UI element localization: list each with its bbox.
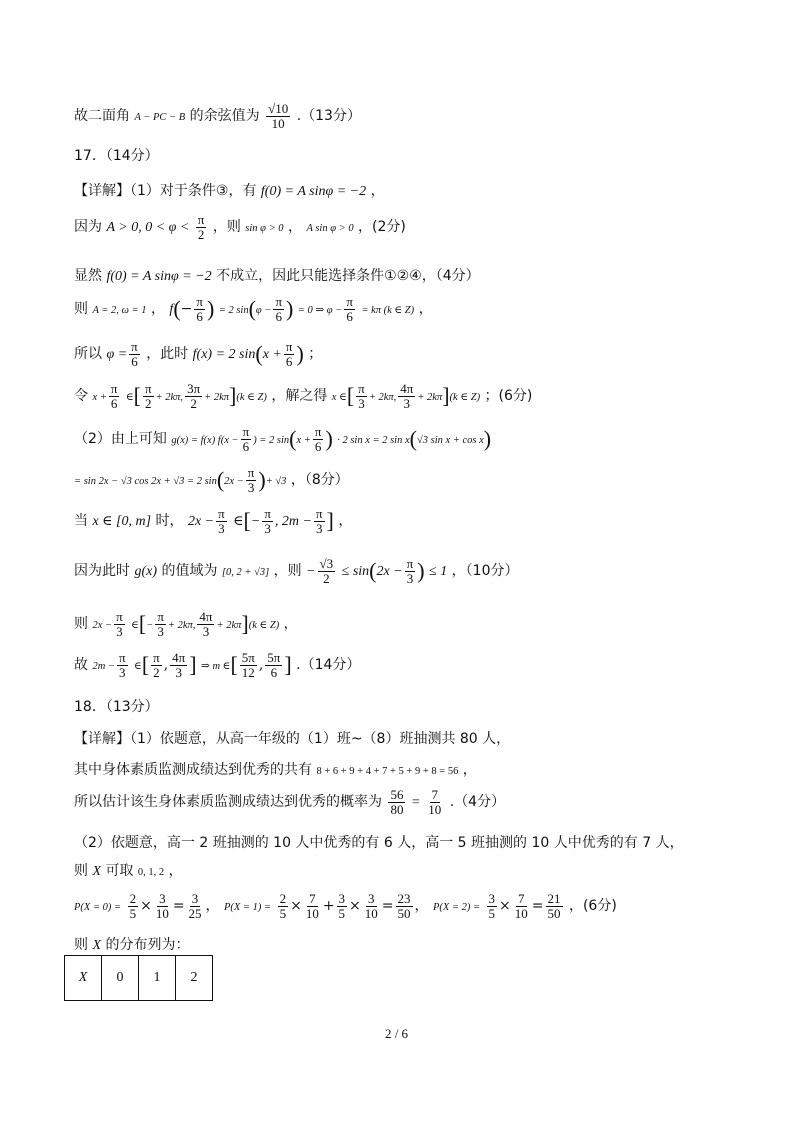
table-header-cell: X xyxy=(65,956,102,1001)
q17-fx-expression: 所以 φ = $\frac{\pi}{6}$ ，此时 f(x) = 2 sin(x + $\frac{\pi}{6}$ ) ； xyxy=(74,339,323,369)
q18-part1-intro: 【详解】（1）依题意，从高一年级的（1）班~（8）班抽测共 80 人， xyxy=(74,731,511,747)
q18-x-values: 则 X 可取 0, 1, 2 ， xyxy=(74,863,183,879)
table-row xyxy=(65,956,213,1001)
question-17-heading: 17．（14分） xyxy=(74,148,159,164)
q17-m-range: 故 2m − $\frac{\pi}{3}$ ∈[ $\frac{\pi}{2}$ , $\frac{4\pi}{3}$ ] ⇒ m ∈[ $\frac{5\pi}{12}$ , $\frac{5\pi}{6}$ ] .（14分） xyxy=(74,650,361,680)
q17-interval-k: 则 2x − $\frac{\pi}{3}$ ∈[− $\frac{\pi}{3}$ + 2kπ, $\frac{4\pi}{3}$ + 2kπ](k ∈ Z) ， xyxy=(74,609,298,639)
table-cell: 1 xyxy=(139,956,176,1001)
question-18-heading: 18．（13分） xyxy=(74,699,159,715)
q17-choose-conditions: 显然 f(0) = A sinφ = −2 不成立，因此只能选择条件①②④，（4分） xyxy=(74,268,480,284)
q18-part2-intro: （2）依题意，高一 2 班抽测的 10 人中优秀的有 6 人，高一 5 班抽测的 10 人中优秀的有 7 人， xyxy=(74,835,684,851)
page-number: 2 / 6 xyxy=(384,1026,409,1041)
fraction: $\frac{√10}{10}$ xyxy=(268,101,289,131)
q18-excellent-count: 其中身体素质监测成绩达到优秀的共有 8 + 6 + 9 + 4 + 7 + 5 + 9 + 8 = 56 ， xyxy=(74,762,477,778)
distribution-table xyxy=(64,955,213,1001)
table-cell: 0 xyxy=(102,956,139,1001)
q17-increasing-interval: 令 x + $\frac{\pi}{6}$ ∈[ $\frac{\pi}{2}$ + 2kπ, $\frac{3\pi}{2}$ + 2kπ](k ∈ Z) ，解之得 x ∈[ $\frac{\pi}{3}$ + 2kπ, $\frac{4\pi}{3}$ + 2kπ](k ∈ Z) ；(6分) xyxy=(74,381,533,411)
q17-part2-gx: （2）由上可知 g(x) = f(x) f(x − $\frac{\pi}{6}$ ) = 2 sin(x + $\frac{\pi}{6}$ ) · 2 sin x = 2 sin x(√3 sin x + cos x) xyxy=(74,424,492,454)
q17-solve-phi: 则 A = 2, ω = 1 ， f(− $\frac{\pi}{6}$ ) = 2 sin(φ − $\frac{\pi}{6}$ ) = 0 ⇒ φ − $\frac{\pi}{6}$ = kπ (k ∈ Z) ， xyxy=(74,294,433,324)
table-cell: 2 xyxy=(176,956,213,1001)
q17-part1-condition3: 【详解】（1）对于条件③，有 f(0) = A sinφ = −2 ， xyxy=(74,183,385,199)
dihedral-cosine-line: 故二面角 A − PC − B 的余弦值为 $\frac{√10}{10}$ .（13分） xyxy=(74,101,361,131)
q18-distribution-label: 则 X 的分布列为： xyxy=(74,937,190,953)
q17-condition-reason: 因为 A > 0, 0 < φ < $\frac{\pi}{2}$ ，则 sin φ > 0 ， A sin φ > 0 ，(2分) xyxy=(74,212,406,242)
q17-gx-simplified: = sin 2x − √3 cos 2x + √3 = 2 sin(2x − $\frac{\pi}{3}$ )+ √3 ，（8分） xyxy=(74,465,349,495)
q18-probability-estimate: 所以估计该生身体素质监测成绩达到优秀的概率为 $\frac{56}{80}$ = $\frac{7}{10}$ .（4分） xyxy=(74,787,506,817)
q17-range-inequality: 因为此时 g(x) 的值域为 [0, 2 + √3] ，则 − $\frac{√3}{2}$ ≤ sin(2x − $\frac{\pi}{3}$ ) ≤ 1 ，（10分） xyxy=(74,556,519,586)
q17-domain-range: 当 x ∈ [0, m] 时， 2x − $\frac{\pi}{3}$ ∈[− $\frac{\pi}{3}$ , 2m − $\frac{\pi}{3}$ ] ， xyxy=(74,506,353,536)
q18-probabilities: P(X = 0) = $\frac{2}{5}$ × $\frac{3}{10}$ = $\frac{3}{25}$ ， P(X = 1) = $\frac{2}{5}$ × $\frac{7}{10}$ + $\frac{3}{5}$ × $\frac{3}{10}$ = $\frac{23}{50}$ ， P(X = 2) = $\frac{3}{5}$ × $\frac{7}{10}$ = $\frac{21}{50}$ ，(6分) xyxy=(74,891,617,921)
